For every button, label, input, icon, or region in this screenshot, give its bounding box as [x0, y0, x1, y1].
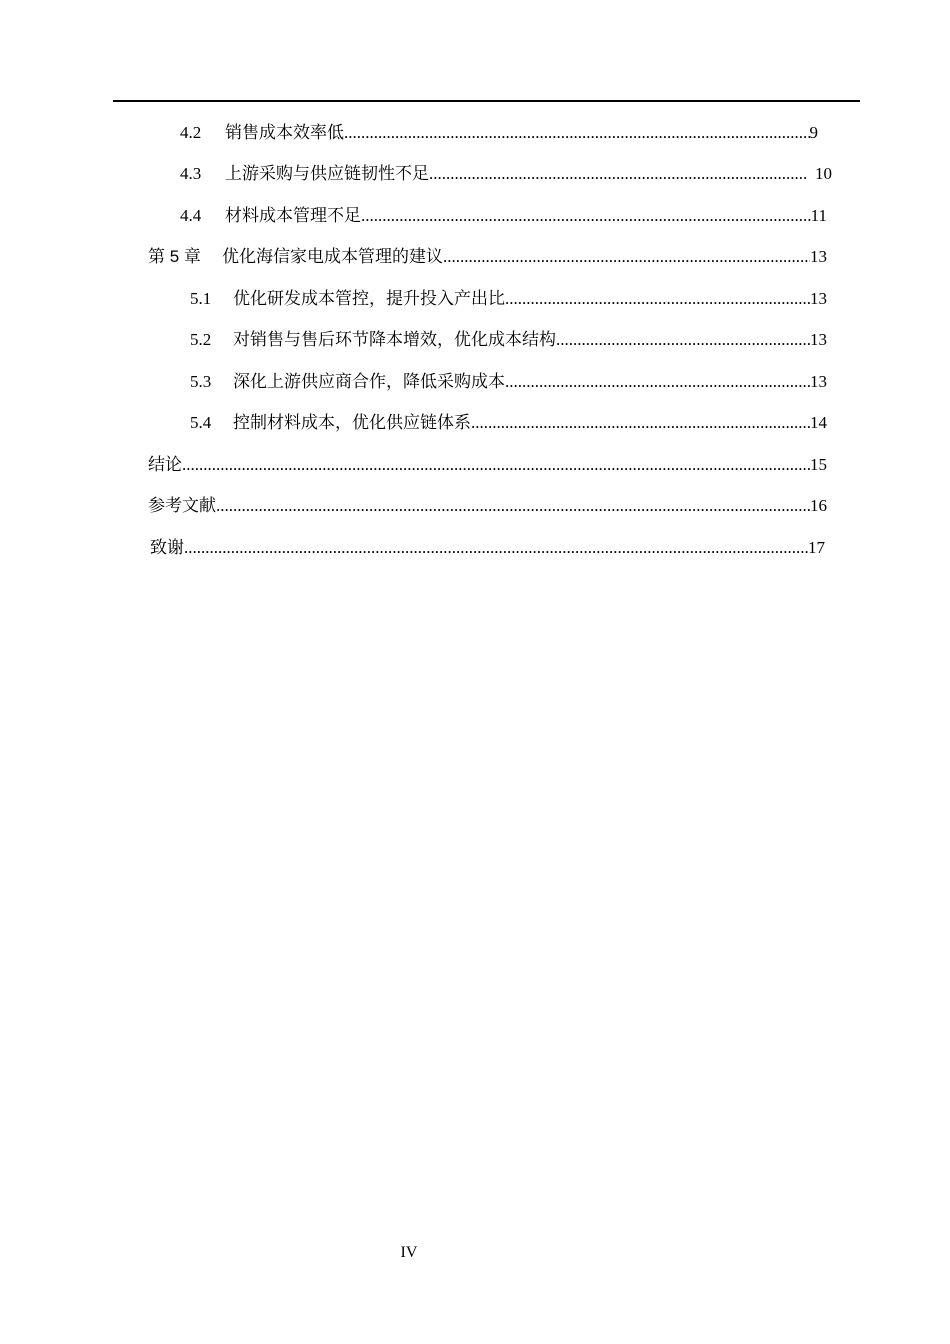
toc-section-title: 对销售与售后环节降本增效，优化成本结构 [233, 330, 556, 349]
toc-entry-5-1[interactable] [190, 288, 827, 310]
toc-entry-4-2[interactable] [180, 122, 818, 144]
toc-entry-5-4[interactable] [190, 412, 827, 434]
page-number: IV [400, 1244, 418, 1261]
header-rule [113, 100, 860, 102]
toc-leader-dots [471, 412, 810, 434]
toc-entry-conclusion[interactable] [148, 454, 827, 476]
toc-section-number: 5.3 [190, 372, 212, 391]
toc-page-number: 13 [810, 289, 827, 308]
toc-page-number: 13 [810, 330, 827, 349]
toc-page-number: 11 [810, 206, 827, 225]
toc-entry-title: 参考文献 [148, 496, 216, 515]
toc-leader-dots [505, 371, 810, 393]
toc-entry-title: 致谢 [150, 538, 184, 557]
toc-page-number: 9 [809, 123, 818, 142]
toc-entry-4-4[interactable] [180, 205, 827, 227]
toc-leader-dots [429, 163, 807, 185]
toc-page-number: 13 [810, 247, 827, 266]
toc-page-number: 16 [810, 496, 827, 515]
toc-chapter-number: 第 5 章 [148, 247, 201, 266]
toc-entry-acknowledgements[interactable] [150, 537, 825, 559]
toc-entry-5-3[interactable] [190, 371, 827, 393]
toc-section-number: 4.2 [180, 123, 202, 142]
toc-page-number: 13 [810, 372, 827, 391]
toc-section-number: 4.4 [180, 206, 202, 225]
toc-chapter-title: 优化海信家电成本管理的建议 [222, 247, 443, 266]
toc-leader-dots [361, 205, 811, 227]
toc-leader-dots [443, 246, 810, 268]
toc-leader-dots [505, 288, 810, 310]
toc-entry-5-2[interactable] [190, 329, 827, 351]
toc-section-title: 控制材料成本，优化供应链体系 [233, 413, 471, 432]
toc-leader-dots [344, 122, 810, 144]
toc-section-number: 5.1 [190, 289, 212, 308]
toc-section-number: 4.3 [180, 164, 202, 183]
toc-leader-dots [182, 454, 810, 476]
toc-leader-dots [216, 495, 810, 517]
toc-entry-4-3[interactable] [180, 163, 832, 185]
toc-section-number: 5.4 [190, 413, 212, 432]
toc-section-number: 5.2 [190, 330, 212, 349]
toc-leader-dots [556, 329, 810, 351]
toc-page-number: 15 [810, 455, 827, 474]
toc-entry-references[interactable] [148, 495, 827, 517]
toc-section-title: 销售成本效率低 [225, 123, 344, 142]
toc-section-title: 深化上游供应商合作，降低采购成本 [233, 372, 505, 391]
toc-section-title: 材料成本管理不足 [225, 206, 361, 225]
toc-page-number: 14 [810, 413, 827, 432]
toc-section-title: 优化研发成本管控，提升投入产出比 [233, 289, 505, 308]
toc-section-title: 上游采购与供应链韧性不足 [225, 164, 429, 183]
toc-entry-chapter-5[interactable] [148, 246, 827, 268]
toc-page-number: 17 [808, 538, 825, 557]
toc-entry-title: 结论 [148, 455, 182, 474]
toc-leader-dots [184, 537, 808, 559]
toc-page-number: 10 [815, 164, 832, 183]
